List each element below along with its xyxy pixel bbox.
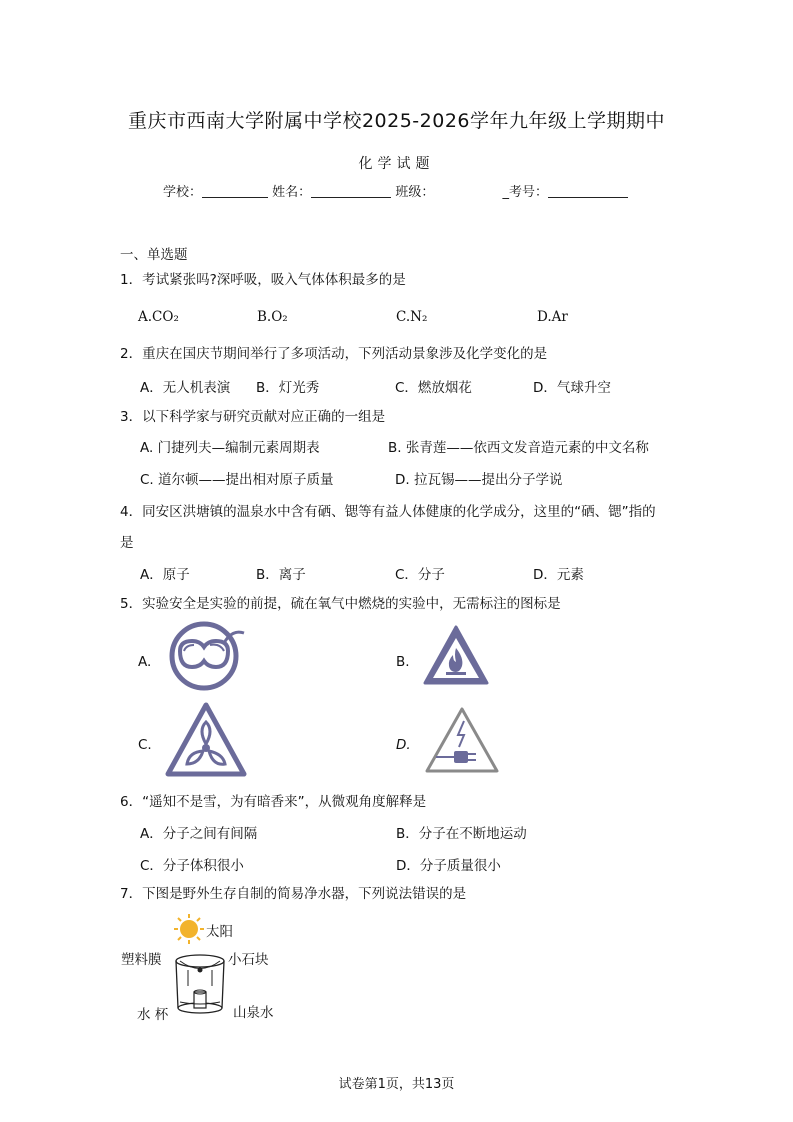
info-line <box>163 181 628 200</box>
q4-option-d[interactable]: D．元素 <box>533 567 584 583</box>
page-title: 重庆市西南大学附属中学校2025-2026学年九年级上学期期中 <box>127 110 666 132</box>
q6-option-b[interactable]: B．分子在不断地运动 <box>396 826 527 842</box>
school-blank[interactable] <box>202 184 268 198</box>
q2-option-c[interactable]: C．燃放烟花 <box>395 380 472 396</box>
q5-option-d[interactable]: D. <box>396 737 411 753</box>
label-small-stone: 小石块 <box>228 952 269 968</box>
label-spring-water: 山泉水 <box>233 1005 274 1021</box>
q4-option-a[interactable]: A．原子 <box>140 567 190 583</box>
sun-icon <box>174 914 204 944</box>
electrical-hazard-icon <box>424 705 500 775</box>
label-cup: 水 杯 <box>137 1007 169 1023</box>
q2-option-b[interactable]: B．灯光秀 <box>256 380 320 396</box>
ventilation-fan-icon <box>165 702 247 778</box>
class-label: 班级： <box>395 185 435 200</box>
goggles-icon <box>166 621 246 691</box>
q3-option-a[interactable]: A. 门捷列夫—编制元素周期表 <box>140 440 320 456</box>
q2-option-a[interactable]: A．无人机表演 <box>140 380 231 396</box>
q5-option-c[interactable]: C. <box>138 737 152 753</box>
q6-option-c[interactable]: C．分子体积很小 <box>140 858 244 874</box>
number-label: _考号： <box>502 185 548 200</box>
q4-option-c[interactable]: C．分子 <box>395 567 445 583</box>
name-label: 姓名： <box>272 185 312 200</box>
page-subtitle: 化学试题 <box>358 156 435 172</box>
q1-option-b[interactable]: B.O₂ <box>257 309 288 325</box>
question-1-stem: 1．考试紧张吗?深呼吸，吸入气体体积最多的是 <box>120 272 406 288</box>
question-7-stem: 7．下图是野外生存自制的简易净水器，下列说法错误的是 <box>120 886 467 902</box>
section-heading: 一、单选题 <box>120 247 188 263</box>
q2-option-d[interactable]: D．气球升空 <box>533 380 611 396</box>
label-plastic-film: 塑料膜 <box>121 952 162 968</box>
name-blank[interactable] <box>311 184 391 198</box>
q6-option-d[interactable]: D．分子质量很小 <box>396 858 501 874</box>
q5-option-a[interactable]: A. <box>138 654 152 670</box>
q1-option-c[interactable]: C.N₂ <box>396 309 428 325</box>
q1-option-a[interactable]: A.CO₂ <box>138 309 179 325</box>
fire-warning-icon <box>422 624 490 686</box>
question-4-stem-line1: 4．同安区洪塘镇的温泉水中含有硒、锶等有益人体健康的化学成分，这里的“硒、锶”指的 <box>120 504 656 520</box>
question-2-stem: 2．重庆在国庆节期间举行了多项活动，下列活动景象涉及化学变化的是 <box>120 346 548 362</box>
question-5-stem: 5．实验安全是实验的前提，硫在氧气中燃烧的实验中，无需标注的图标是 <box>120 596 561 612</box>
q5-option-b[interactable]: B. <box>396 654 410 670</box>
label-sun: 太阳 <box>206 924 233 940</box>
page-footer: 试卷第1页，共13页 <box>338 1077 455 1092</box>
question-6-stem: 6．“遥知不是雪，为有暗香来”，从微观角度解释是 <box>120 794 427 810</box>
q6-option-a[interactable]: A．分子之间有间隔 <box>140 826 258 842</box>
school-label: 学校： <box>163 185 203 200</box>
q3-option-d[interactable]: D. 拉瓦锡——提出分子学说 <box>395 472 563 488</box>
q4-option-b[interactable]: B．离子 <box>256 567 306 583</box>
q3-option-c[interactable]: C. 道尔顿——提出相对原子质量 <box>140 472 334 488</box>
question-3-stem: 3．以下科学家与研究贡献对应正确的一组是 <box>120 409 386 425</box>
q1-option-d[interactable]: D.Ar <box>537 309 568 325</box>
number-blank[interactable] <box>548 184 628 198</box>
question-4-stem-line2: 是 <box>120 535 134 551</box>
q3-option-b[interactable]: B. 张青莲——依西文发音造元素的中文名称 <box>388 440 649 456</box>
